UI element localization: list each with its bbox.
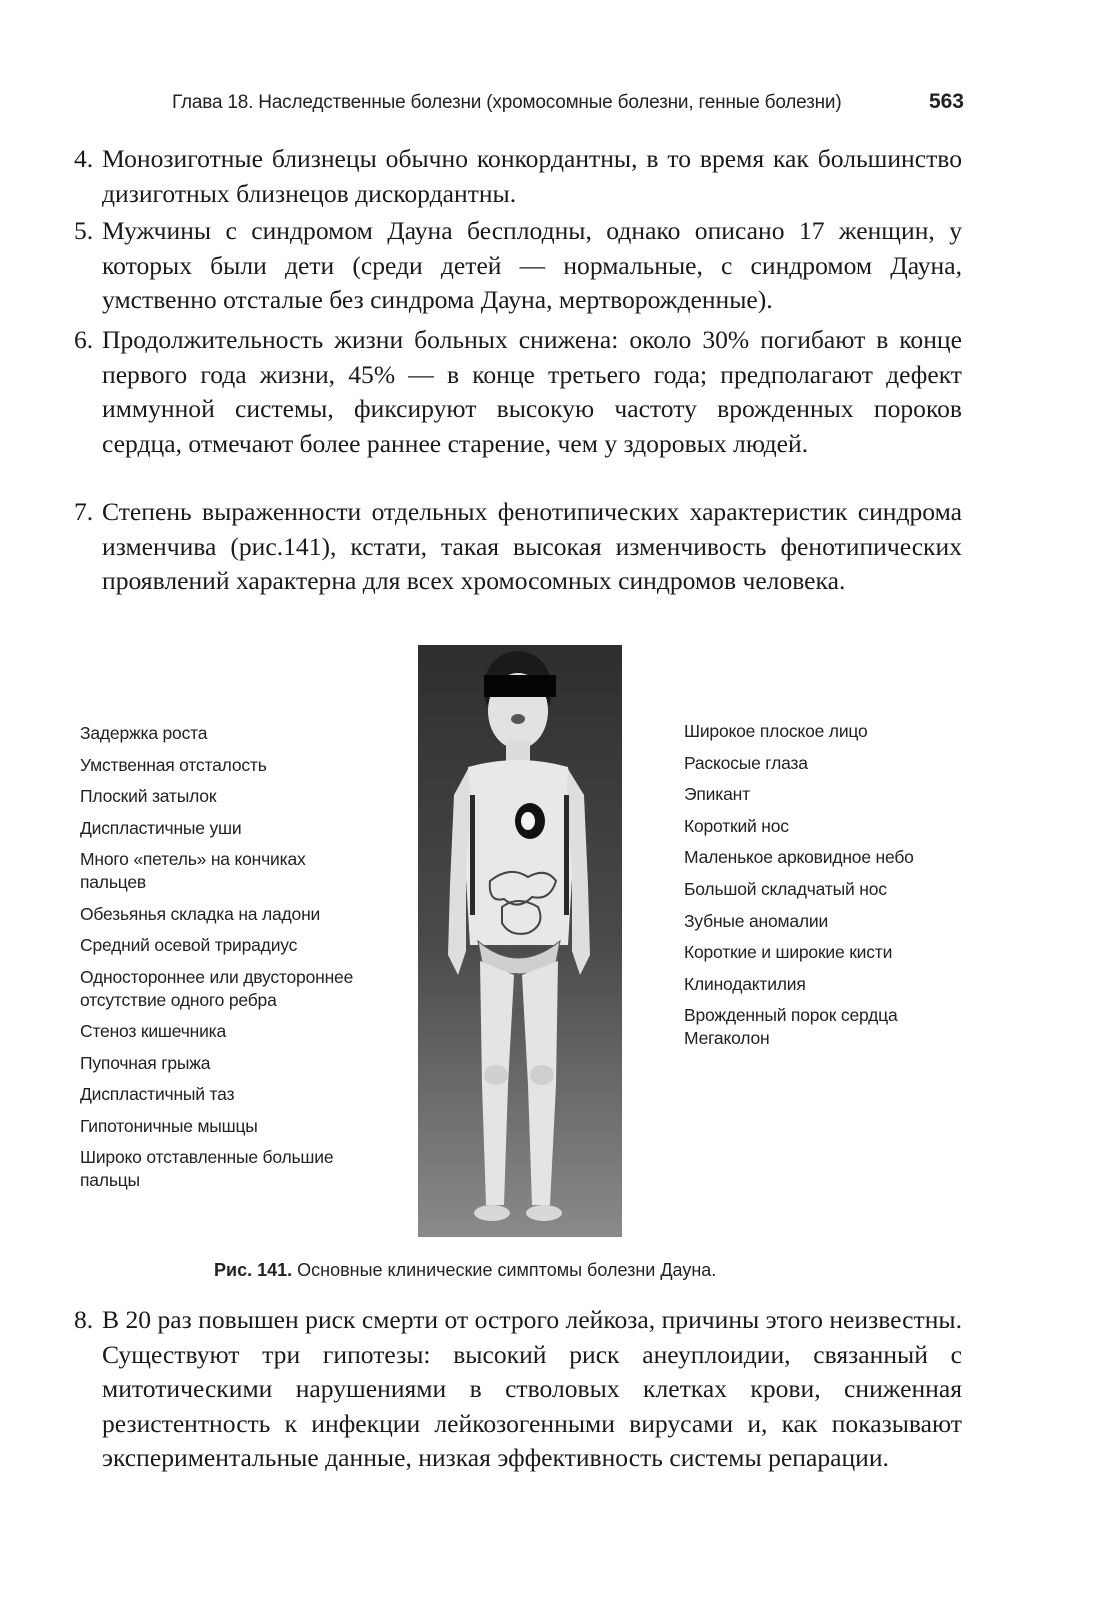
- patient-photo: [418, 645, 622, 1237]
- symptom-label: Широко отставленные большие пальцы: [80, 1147, 334, 1190]
- caption-lead: Рис. 141.: [214, 1260, 293, 1280]
- figure-caption: [214, 1260, 874, 1281]
- item-number: 7.: [74, 497, 94, 526]
- symptom-label: Короткие и широкие кисти: [684, 942, 893, 963]
- item-text: В 20 раз повышен риск смерти от острого лейкоза, причины этого неизвестны. Существуют три гипотезы: высокий риск анеуплоидии, связанный с митотическими нарушениями в стволовых клетках крови, сниженная резистентность к инфекции лейкозогенными вирусами и, как показывают экспериментальные данные, низкая эффективность системы репарации.: [102, 1305, 962, 1472]
- symptom-label: Большой складчатый нос: [684, 878, 887, 899]
- item-number: 5.: [74, 216, 94, 245]
- symptom-label: Средний осевой трирадиус: [80, 935, 298, 955]
- symptom-label: Задержка роста: [80, 723, 208, 743]
- symptom-label: Диспластичный таз: [80, 1084, 235, 1104]
- running-header: [172, 88, 964, 118]
- list-item: [74, 142, 962, 211]
- item-number: 6.: [74, 325, 94, 354]
- list-item: [74, 495, 962, 599]
- symptom-label: Гипотоничные мышцы: [80, 1115, 258, 1136]
- symptom-label: Много «петель» на кончиках пальцев: [80, 849, 306, 892]
- symptom-label: Одностороннее или двустороннее отсутствие одного ребра: [80, 966, 354, 1010]
- chapter-title: Глава 18. Наследственные болезни (хромосомные болезни, генные болезни): [172, 92, 842, 113]
- symptom-label: Пупочная грыжа: [80, 1052, 211, 1073]
- item-number: 8.: [74, 1305, 94, 1334]
- item-text: Продолжительность жизни больных снижена: около 30% погибают в конце первого года жизни, 45% — в конце третьего года; предполагают дефект иммунной системы, фиксируют высокую частоту врожденных пороков сердца, отмечают более раннее старение, чем у здоровых людей.: [102, 325, 962, 458]
- figure-left-labels: [80, 722, 400, 1201]
- list-item: [74, 214, 962, 318]
- symptom-label: Зубные аномалии: [684, 910, 829, 931]
- symptom-label: Плоский затылок: [80, 786, 217, 806]
- caption-text: Основные клинические симптомы болезни Дауна.: [292, 1260, 717, 1280]
- item-text: Степень выраженности отдельных фенотипических характеристик синдрома изменчива (рис.141), кстати, такая высокая изменчивость фенотипических проявлений характерна для всех хромосомных синдромов человека.: [102, 497, 962, 595]
- symptom-label: Клинодактилия: [684, 973, 806, 994]
- page-number: 563: [928, 90, 964, 113]
- symptom-label: Раскосые глаза: [684, 752, 808, 773]
- item-text: Мужчины с синдромом Дауна бесплодны, однако описано 17 женщин, у которых были дети (среди детей — нормальные, с синдромом Дауна, умственно отсталые без синдрома Дауна, мертворожденные).: [102, 216, 962, 314]
- symptom-label: Диспластичные уши: [80, 817, 242, 838]
- symptom-label: Врожденный порок сердца: [684, 1005, 898, 1026]
- symptom-label: Короткий нос: [684, 815, 789, 836]
- symptom-label: Эпикант: [684, 784, 750, 805]
- item-text: Монозиготные близнецы обычно конкордантны, в то время как большинство дизиготных близнецов дискордантны.: [102, 144, 962, 208]
- symptom-label: Стеноз кишечника: [80, 1021, 227, 1041]
- symptom-label: Умственная отсталость: [80, 754, 267, 775]
- item-number: 4.: [74, 144, 94, 173]
- symptom-label: Маленькое арковидное небо: [684, 847, 914, 868]
- symptom-label: Обезьянья складка на ладони: [80, 903, 321, 924]
- symptom-label: Мегаколон: [684, 1028, 770, 1049]
- list-item: [74, 323, 962, 461]
- figure-right-labels: [684, 720, 984, 1059]
- symptom-label: Широкое плоское лицо: [684, 721, 868, 741]
- list-item: [74, 1303, 962, 1476]
